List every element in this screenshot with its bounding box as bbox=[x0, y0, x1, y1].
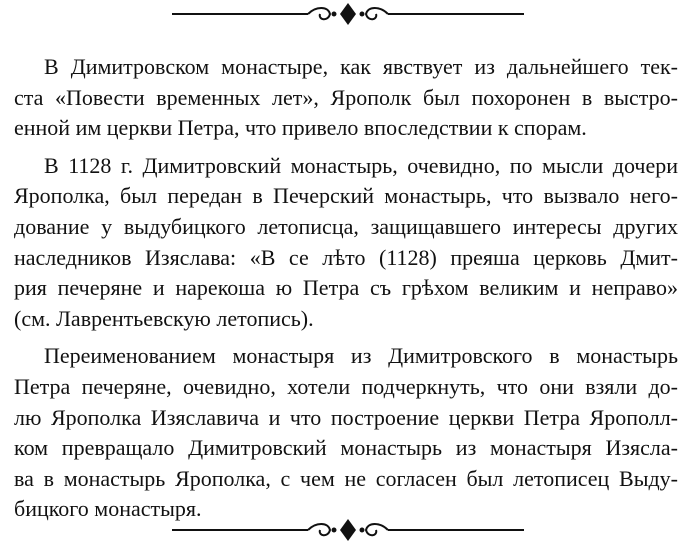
text-line: дование у выдубицкого летописца, защищавшего интересы других bbox=[14, 213, 678, 239]
text-line: Переименованием монастыря из Димитровского в монастырь bbox=[44, 343, 678, 369]
text-line: В Димитровском монастыре, как явствует из дальнейшего тек- bbox=[44, 54, 678, 79]
paragraph-1 bbox=[14, 52, 678, 144]
text-line: ста «Повести временных лет», Ярополк был похоронен в выстро- bbox=[14, 84, 678, 110]
top-ornament bbox=[0, 0, 696, 28]
text-line: ва в монастырь Ярополка, с чем не согласен был летописец Выду- bbox=[14, 465, 678, 491]
text-line: Петра печеряне, очевидно, хотели подчеркнуть, что они взяли до- bbox=[14, 373, 678, 399]
bottom-ornament bbox=[0, 516, 696, 544]
paragraph-2 bbox=[14, 151, 678, 335]
text-line: Ярополка, был передан в Печерский монастырь, что вызвало него- bbox=[14, 183, 678, 209]
text-line: ком превращало Димитровский монастырь из монастыря Изясла- bbox=[14, 435, 678, 461]
ornament-flourish-icon bbox=[168, 516, 528, 544]
paragraph-3 bbox=[14, 341, 678, 525]
text-line: лю Ярополка Изяславича и что построение церкви Петра Ярополл- bbox=[14, 404, 678, 430]
text-line: (см. Лаврентьевскую летопись). bbox=[14, 305, 314, 331]
text-line: енной им церкви Петра, что привело впоследствии к спорам. bbox=[14, 115, 587, 141]
text-line: рия печеряне и нарекоша ю Петра съ грѣхом великим и неправо» bbox=[14, 275, 678, 301]
text-line: В 1128 г. Димитровский монастырь, очевидно, по мысли дочери bbox=[44, 152, 678, 178]
document-body bbox=[14, 52, 678, 532]
text-line: бицкого монастыря. bbox=[14, 496, 202, 522]
ornament-flourish-icon bbox=[168, 0, 528, 28]
text-line: наследников Изяслава: «В се лѣто (1128) преяша церковь Дмит- bbox=[14, 244, 678, 270]
